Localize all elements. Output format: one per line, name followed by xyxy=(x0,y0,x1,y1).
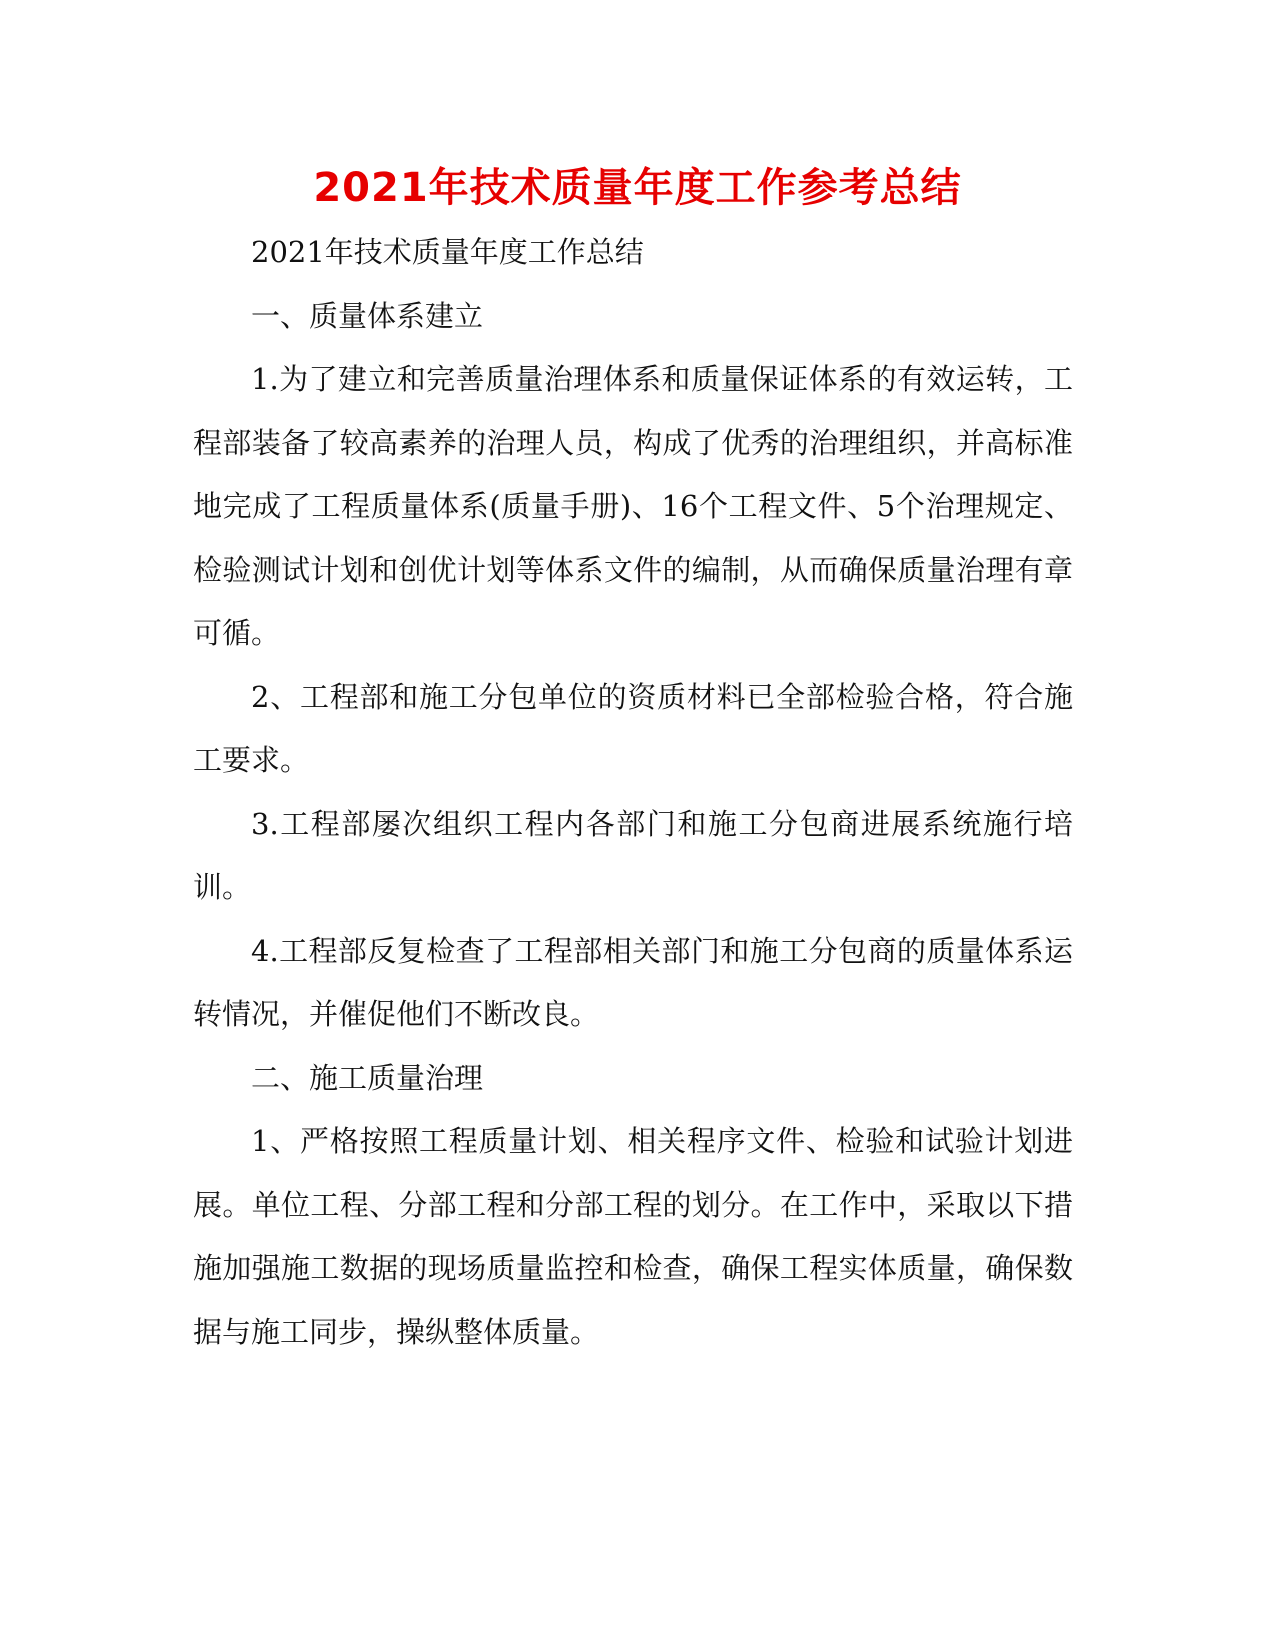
paragraph-2-1: 1、严格按照工程质量计划、相关程序文件、检验和试验计划进展。单位工程、分部工程和分部工程的划分。在工作中，采取以下措施加强施工数据的现场质量监控和检查，确保工程实体质量，确保数据与施工同步，操纵整体质量。 xyxy=(193,1124,1073,1349)
paragraph-1-3: 3.工程部屡次组织工程内各部门和施工分包商进展系统施行培训。 xyxy=(193,806,1073,904)
section-heading-2: 二、施工质量治理 xyxy=(251,1060,484,1095)
subtitle-paragraph: 2021年技术质量年度工作总结 xyxy=(251,235,644,269)
paragraph-1-2: 2、工程部和施工分包单位的资质材料已全部检验合格，符合施工要求。 xyxy=(193,679,1073,777)
document-title: 2021年技术质量年度工作参考总结 xyxy=(313,165,962,211)
paragraph-1-1: 1.为了建立和完善质量治理体系和质量保证体系的有效运转，工程部装备了较高素养的治理人员，构成了优秀的治理组织，并高标准地完成了工程质量体系(质量手册)、16个工程文件、5个治理规定、检验测试计划和创优计划等体系文件的编制，从而确保质量治理有章可循。 xyxy=(193,362,1073,650)
paragraph-1-4: 4.工程部反复检查了工程部相关部门和施工分包商的质量体系运转情况，并催促他们不断改良。 xyxy=(193,933,1073,1031)
section-heading-1: 一、质量体系建立 xyxy=(251,298,484,333)
document-body xyxy=(193,221,1073,1364)
